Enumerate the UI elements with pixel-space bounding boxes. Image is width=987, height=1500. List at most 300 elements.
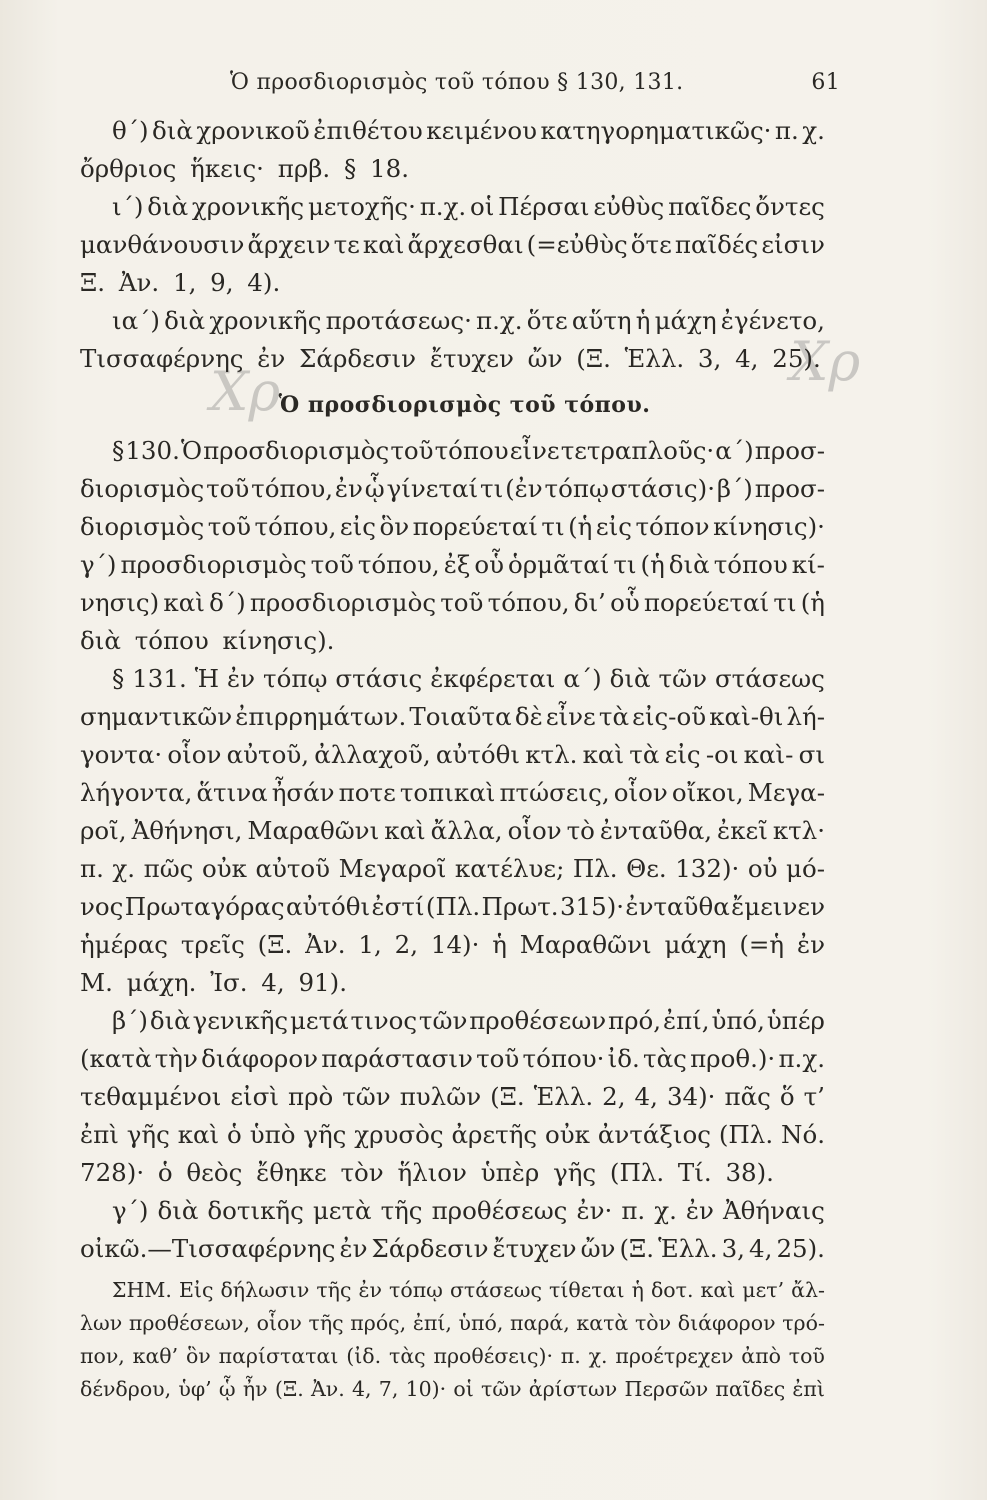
- word: εἶνε: [509, 436, 560, 465]
- word: τι: [613, 550, 637, 579]
- word: ἀλλαχοῦ,: [314, 740, 431, 769]
- word: κατηγορηματικῶς·: [540, 116, 772, 145]
- word: τὰς: [643, 1044, 687, 1073]
- text-line: [80, 188, 825, 226]
- word: καὶ: [384, 816, 426, 845]
- word: εἰσὶ: [230, 1082, 279, 1111]
- word: 4,: [749, 1234, 773, 1263]
- word: τῆς: [308, 1311, 344, 1335]
- word: ἐπιρρημάτων.: [235, 702, 407, 731]
- word: ἐν: [334, 474, 363, 503]
- word: -οι: [705, 740, 739, 769]
- word: π.χ.: [778, 1044, 825, 1073]
- word: ὁ: [227, 1120, 242, 1149]
- word: μάχη: [664, 930, 727, 959]
- word: εἰς-οῦ: [632, 702, 707, 731]
- word: ἦν: [242, 1377, 268, 1401]
- word: τόπου: [713, 550, 788, 579]
- word: ἦσάν: [271, 778, 335, 807]
- word: τοῦ: [206, 474, 250, 503]
- word: κατέλυε;: [454, 854, 565, 883]
- text-line: Μ. μάχη. Ἰσ. 4, 91).: [80, 968, 347, 997]
- word: Πρωταγόρας: [124, 892, 285, 921]
- word: μετ’: [742, 1278, 785, 1302]
- word: ἐπιθέτου: [313, 116, 423, 145]
- word: ἐν: [339, 1234, 368, 1263]
- pencil-mark-left: Χρ: [210, 360, 281, 423]
- word: τόπῳ: [544, 474, 609, 503]
- word: στάσεως: [449, 1278, 542, 1302]
- word: χρονικῆς: [209, 306, 322, 335]
- word: β΄): [716, 474, 753, 503]
- word: (Ξ.: [274, 1377, 304, 1401]
- page-body: [80, 112, 825, 1406]
- word: διὰ: [157, 1196, 199, 1225]
- word: τόπου,: [487, 588, 570, 617]
- word: δι’: [573, 588, 606, 617]
- text-line: [80, 302, 825, 340]
- note-block: [80, 1274, 825, 1406]
- word: ὁρμᾶταί: [508, 550, 610, 579]
- word: πᾶς: [724, 1082, 771, 1111]
- note-line: [80, 1274, 825, 1307]
- text-line: [80, 850, 825, 888]
- word: 132)·: [675, 854, 740, 883]
- word: β΄): [112, 1006, 148, 1035]
- text-line: 728)· ὁ θεὸς ἔθηκε τὸν ἥλιον ὑπὲρ γῆς (Πλ. Τί. 38).: [80, 1158, 774, 1187]
- text-line: [80, 432, 825, 470]
- word: παρά,: [510, 1311, 570, 1335]
- word: μό-: [786, 854, 825, 883]
- word: οἱ: [453, 1377, 474, 1401]
- word: προέτρεχεν: [615, 1344, 734, 1368]
- word: οἱ: [470, 192, 495, 221]
- word: (ἡ: [640, 550, 665, 579]
- word: κατὰ: [576, 1311, 629, 1335]
- word: ἔμεινεν: [731, 892, 825, 921]
- word: ἀρετῆς: [451, 1120, 538, 1149]
- note-line: [80, 1373, 825, 1406]
- word: πορεύεταί: [412, 512, 538, 541]
- word: εἰς: [664, 740, 701, 769]
- word: ἐστί: [371, 892, 425, 921]
- word: δ΄): [209, 588, 246, 617]
- word: χ.: [654, 1196, 677, 1225]
- text-line: [80, 470, 825, 508]
- word: τόπου·: [522, 1044, 605, 1073]
- word: ἰδ.: [607, 1044, 640, 1073]
- word: οἰκῶ.—Τισσαφέρνης: [80, 1234, 336, 1263]
- word: προθέσεων,: [128, 1311, 250, 1335]
- word: ἐν·: [576, 1196, 613, 1225]
- word: ἐπὶ: [80, 1120, 119, 1149]
- word: Εἰς: [178, 1278, 214, 1302]
- word: ἐκεῖ: [717, 816, 768, 845]
- word: αὐτόθι: [286, 892, 371, 921]
- word: ὑφ’: [178, 1377, 212, 1401]
- word: τὰ: [629, 740, 660, 769]
- word: οἷον: [167, 740, 222, 769]
- word: ἐπὶ: [792, 1377, 825, 1401]
- word: παῖδες: [715, 1377, 786, 1401]
- word: χρονικοῦ: [196, 116, 310, 145]
- word: μετοχῆς·: [307, 192, 416, 221]
- word: τῶν: [342, 1082, 391, 1111]
- word: διὰ: [149, 1006, 191, 1035]
- word: (ἰδ.: [346, 1344, 382, 1368]
- word: τὴν: [154, 1044, 198, 1073]
- word: οἷον: [507, 816, 562, 845]
- text-line: [80, 1116, 825, 1154]
- word: κίνησις)·: [713, 512, 825, 541]
- word: π.: [560, 1344, 581, 1368]
- word: τῶν: [481, 1377, 522, 1401]
- word: (ἡ: [800, 588, 825, 617]
- word: διὰ: [164, 306, 206, 335]
- word: (Ξ.: [490, 1082, 525, 1111]
- word: χ.: [112, 854, 136, 883]
- word: διορισμὸς: [80, 512, 205, 541]
- word: προσδιορισμὸς: [249, 588, 437, 617]
- word: τῆς: [316, 1278, 352, 1302]
- word: χ.: [588, 1344, 608, 1368]
- word: οὗ: [474, 550, 505, 579]
- word: ἐν: [358, 1278, 382, 1302]
- word: (Ξ.: [257, 930, 293, 959]
- word: ἄρχειν: [247, 230, 331, 259]
- word: τεθαμμένοι: [80, 1082, 222, 1111]
- word: διὰ: [147, 192, 189, 221]
- word: προθέσεων: [469, 1006, 607, 1035]
- word: στάσις: [335, 664, 423, 693]
- word: 131.: [132, 664, 187, 693]
- word: 14)·: [430, 930, 480, 959]
- word: 25).: [776, 1234, 825, 1263]
- word: 10)·: [405, 1377, 447, 1401]
- word: 130.: [125, 436, 180, 465]
- word: οἴκοι,: [671, 778, 744, 807]
- word: διὰ: [152, 116, 193, 145]
- word: Μαραθῶνι: [247, 816, 380, 845]
- text-line: [80, 112, 825, 150]
- word: τὸ: [566, 816, 595, 845]
- word: Νό.: [781, 1120, 825, 1149]
- word: σι: [798, 740, 825, 769]
- word: ἄλ-: [791, 1278, 825, 1302]
- word: δὲ: [514, 702, 543, 731]
- word: κτλ·: [772, 816, 825, 845]
- text-line: [80, 736, 825, 774]
- word: §: [112, 436, 125, 465]
- word: προσ-: [754, 436, 825, 465]
- word: ἐν: [796, 930, 825, 959]
- word: Πλ.: [572, 854, 618, 883]
- word: ἐπί,: [412, 1311, 452, 1335]
- word: καὶ: [177, 1120, 220, 1149]
- word: ἡ: [635, 306, 651, 335]
- word: τὰ: [598, 702, 629, 731]
- word: ἡμέρας: [80, 930, 168, 959]
- word: τοῦ: [440, 588, 484, 617]
- word: εὐθὺς: [593, 192, 665, 221]
- running-header: [230, 70, 840, 106]
- text-line: [80, 812, 825, 850]
- word: ὑπὸ: [249, 1120, 296, 1149]
- word: πρός,: [350, 1311, 407, 1335]
- word: ἐξ: [443, 550, 471, 579]
- word: μετά: [289, 1006, 349, 1035]
- word: π.: [621, 1196, 646, 1225]
- word: Ὁ: [180, 436, 202, 465]
- word: τῆς: [380, 1196, 423, 1225]
- section-heading: Ὁ προσδιορισμὸς τοῦ τόπου.: [278, 392, 651, 418]
- word: ὃν: [185, 1344, 211, 1368]
- word: π.: [80, 854, 104, 883]
- word: πρὸ: [287, 1082, 334, 1111]
- word: τρό-: [782, 1311, 825, 1335]
- word: τόπου,: [357, 550, 440, 579]
- word: γενικῆς: [192, 1006, 289, 1035]
- word: ἐν: [227, 664, 256, 693]
- word: καὶ-θι: [709, 702, 784, 731]
- running-title: Ὁ προσδιορισμὸς τοῦ τόπου § 130, 131.: [230, 70, 684, 95]
- word: ἡ: [631, 1278, 644, 1302]
- word: (ἡ: [568, 512, 593, 541]
- word: ὑπό,: [711, 1006, 765, 1035]
- word: παρίσταται: [218, 1344, 339, 1368]
- word: ὅ: [779, 1082, 795, 1111]
- word: Ἡ: [194, 664, 220, 693]
- word: κτλ.: [525, 740, 578, 769]
- word: γῆς: [303, 1120, 347, 1149]
- word: καὶ: [582, 740, 625, 769]
- word: δένδρου,: [80, 1377, 172, 1401]
- word: λή-: [786, 702, 825, 731]
- word: χρονικῆς: [191, 192, 305, 221]
- word: ια΄): [112, 306, 160, 335]
- word: Ἀθήναις: [722, 1196, 825, 1225]
- pencil-mark-right: Χρ: [790, 330, 861, 393]
- word: ὑπέρ: [766, 1006, 825, 1035]
- word: διὰ: [609, 664, 651, 693]
- word: τοῦ: [207, 512, 251, 541]
- word: (Πλ.: [425, 892, 481, 921]
- word: ᾧ: [218, 1377, 236, 1401]
- word: πυλῶν: [399, 1082, 482, 1111]
- word: τι: [773, 588, 797, 617]
- word: 7,: [378, 1377, 399, 1401]
- text-line: ὄρθριος ἥκεις· πρβ. § 18.: [80, 154, 410, 183]
- word: ὄντες: [755, 192, 825, 221]
- word: ποτε: [338, 778, 396, 807]
- text-line: [80, 926, 825, 964]
- word: Περσῶν: [624, 1377, 709, 1401]
- word: παῖδές: [674, 230, 759, 259]
- word: δοτικῆς: [207, 1196, 304, 1225]
- word: Ἀν.: [311, 1377, 345, 1401]
- word: τόπον: [635, 512, 710, 541]
- word: προσδιορισμὸς: [203, 436, 390, 465]
- word: τοπικαὶ: [399, 778, 496, 807]
- page-number: 61: [811, 70, 840, 95]
- word: τοῦ: [476, 1044, 520, 1073]
- text-line: [80, 1192, 825, 1230]
- word: ἄρχεσθαι: [407, 230, 524, 259]
- word: λων: [80, 1311, 123, 1335]
- word: Μαραθῶνι: [519, 930, 652, 959]
- word: 2,: [602, 1082, 626, 1111]
- text-line: Ξ. Ἀν. 1, 9, 4).: [80, 268, 281, 297]
- word: κί-: [791, 550, 825, 579]
- word: Πρωτ.: [481, 892, 559, 921]
- word: αὐτοῦ,: [226, 740, 310, 769]
- word: ἔτυχεν: [492, 1234, 577, 1263]
- word: Ἀθήνησι,: [131, 816, 243, 845]
- word: τόπου,: [254, 512, 337, 541]
- word: Ἑλλ.: [658, 1234, 718, 1263]
- word: ὑπό,: [458, 1311, 504, 1335]
- word: τε: [333, 230, 360, 259]
- text-line: [80, 888, 825, 926]
- word: 4,: [634, 1082, 658, 1111]
- word: θ΄): [112, 116, 149, 145]
- word: οὐκ: [545, 1120, 590, 1149]
- word: καὶ: [700, 1278, 736, 1302]
- word: ἄλλα,: [430, 816, 503, 845]
- word: λήγοντα,: [80, 778, 193, 807]
- word: πῶς: [143, 854, 194, 883]
- word: εἰς: [339, 512, 376, 541]
- word: δοτ.: [650, 1278, 694, 1302]
- word: ἀρίστων: [528, 1377, 618, 1401]
- word: τοῦ: [390, 436, 434, 465]
- text-line: [80, 698, 825, 736]
- word: αὐτόθι: [435, 740, 520, 769]
- word: στάσεως: [714, 664, 825, 693]
- word: τίθεται: [548, 1278, 625, 1302]
- word: (=εὐθὺς: [526, 230, 628, 259]
- text-line: [80, 584, 825, 622]
- word: α΄): [563, 664, 602, 693]
- word: τὸν: [634, 1311, 672, 1335]
- text-line: [80, 774, 825, 812]
- word: γ΄): [112, 1196, 149, 1225]
- text-line: [80, 660, 825, 698]
- word: γοντα·: [80, 740, 163, 769]
- word: διὰ: [668, 550, 710, 579]
- word: πρό,: [608, 1006, 662, 1035]
- word: εἰς: [595, 512, 632, 541]
- word: πον,: [80, 1344, 125, 1368]
- word: προθέσεως: [431, 1196, 568, 1225]
- word: π.: [774, 116, 799, 145]
- word: σημαντικῶν: [80, 702, 233, 731]
- word: Σάρδεσιν: [371, 1234, 489, 1263]
- word: ὤν: [580, 1234, 616, 1263]
- word: αὕτη: [571, 306, 632, 335]
- word: στάσις)·: [610, 474, 716, 503]
- word: οὗ: [610, 588, 640, 617]
- word: τοῦ: [310, 550, 354, 579]
- word: 3,: [721, 1234, 745, 1263]
- word: τόπῳ: [263, 664, 328, 693]
- word: αὐτοῦ: [255, 854, 331, 883]
- word: π.χ.: [476, 306, 523, 335]
- word: παράστασιν: [321, 1044, 473, 1073]
- word: διάφορον: [677, 1311, 776, 1335]
- word: διορισμὸς: [80, 474, 205, 503]
- word: τόπου,: [251, 474, 334, 503]
- word: καὶ: [362, 230, 405, 259]
- note-line: [80, 1307, 825, 1340]
- text-line: διὰ τόπου κίνησις).: [80, 626, 335, 655]
- word: καθ’: [132, 1344, 179, 1368]
- word: (=ἡ: [739, 930, 785, 959]
- text-line: [80, 508, 825, 546]
- word: τινος: [350, 1006, 418, 1035]
- word: οὐ: [747, 854, 778, 883]
- word: μετὰ: [312, 1196, 372, 1225]
- word: ἐνταῦθα,: [599, 816, 713, 845]
- word: παῖδες: [668, 192, 752, 221]
- word: νος: [80, 892, 124, 921]
- word: 2,: [394, 930, 418, 959]
- text-line: [80, 1040, 825, 1078]
- word: κειμένου: [426, 116, 538, 145]
- word: γίνεταί: [386, 474, 479, 503]
- word: ὅτε: [526, 306, 568, 335]
- word: (κατὰ: [80, 1044, 152, 1073]
- word: τὰς: [388, 1344, 426, 1368]
- word: ὅτε: [630, 230, 672, 259]
- word: προθέσεις)·: [433, 1344, 553, 1368]
- text-line: [80, 1078, 825, 1116]
- word: προσδιορισμὸς: [120, 550, 307, 579]
- word: Θε.: [626, 854, 667, 883]
- word: οὐκ: [201, 854, 247, 883]
- word: Τοιαῦτα: [409, 702, 512, 731]
- word: Μεγα-: [747, 778, 825, 807]
- word: ροῖ,: [80, 816, 127, 845]
- word: τῶν: [658, 664, 707, 693]
- word: §: [112, 664, 125, 693]
- word: τετραπλοῦς·: [560, 436, 715, 465]
- word: πορεύεταί: [643, 588, 770, 617]
- word: γ΄): [80, 550, 117, 579]
- text-line: [80, 226, 825, 264]
- word: (Πλ.: [718, 1120, 774, 1149]
- word: καὶ: [163, 588, 205, 617]
- word: καὶ-: [743, 740, 794, 769]
- word: προσ-: [754, 474, 825, 503]
- word: ἐπί,: [662, 1006, 710, 1035]
- word: εἶνε: [545, 702, 596, 731]
- word: νησις): [80, 588, 160, 617]
- word: μανθάνουσιν: [80, 230, 245, 259]
- text-line: [80, 1230, 825, 1268]
- word: Ἀν.: [305, 930, 346, 959]
- word: 4,: [352, 1377, 372, 1401]
- word: τι: [480, 474, 504, 503]
- word: τόπου: [434, 436, 509, 465]
- word: προτάσεως·: [325, 306, 472, 335]
- word: χρυσὸς: [354, 1120, 444, 1149]
- word: ὃν: [379, 512, 410, 541]
- word: χ.: [802, 116, 825, 145]
- word: 315)·: [559, 892, 625, 921]
- word: τι: [541, 512, 565, 541]
- word: δήλωσιν: [220, 1278, 310, 1302]
